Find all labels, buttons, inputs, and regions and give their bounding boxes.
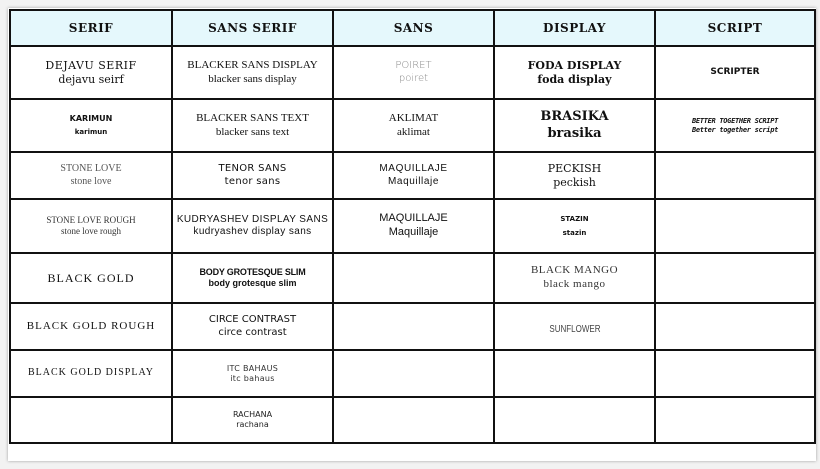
font-sample-upper: BODY GROTESQUE SLIM bbox=[199, 266, 306, 277]
font-sample-lower: Maquillaje bbox=[387, 175, 440, 187]
font-sample-cell bbox=[333, 46, 494, 99]
empty-cell bbox=[655, 152, 815, 199]
empty-cell bbox=[10, 397, 172, 443]
font-sample-cell bbox=[333, 99, 494, 152]
font-sample-cell bbox=[494, 253, 655, 303]
font-sample-upper: DEJAVU SERIF bbox=[45, 58, 137, 72]
font-sample-lower: Better together script bbox=[691, 125, 779, 134]
font-sample-lower: tenor sans bbox=[224, 175, 281, 187]
font-sample-lower: stone love bbox=[70, 175, 112, 187]
font-sample-lower: stone love rough bbox=[61, 226, 121, 236]
empty-cell bbox=[655, 350, 815, 397]
font-sample-upper: AKLIMAT bbox=[388, 111, 439, 124]
font-sample-upper: KUDRYASHEV DISPLAY SANS bbox=[176, 213, 329, 225]
font-sample-upper: BLACK GOLD DISPLAY bbox=[28, 367, 154, 379]
font-sample-upper: CIRCE CONTRAST bbox=[208, 314, 297, 325]
header-row bbox=[10, 10, 815, 46]
font-sample-cell bbox=[172, 152, 333, 199]
font-sample-cell bbox=[172, 199, 333, 253]
font-sample-cell bbox=[10, 152, 172, 199]
font-sample-cell bbox=[494, 152, 655, 199]
table-row bbox=[10, 46, 815, 99]
empty-cell bbox=[333, 397, 494, 443]
font-sample-cell bbox=[172, 397, 333, 443]
font-sample-upper: STONE LOVE ROUGH bbox=[46, 214, 136, 225]
font-sample-lower: black mango bbox=[543, 278, 606, 290]
font-sample-lower: kudryashev display sans bbox=[193, 226, 312, 237]
empty-cell bbox=[655, 303, 815, 350]
font-sample-cell bbox=[655, 99, 815, 152]
table-row bbox=[10, 350, 815, 397]
font-sample-upper: TENOR SANS bbox=[218, 163, 287, 174]
empty-cell bbox=[655, 397, 815, 443]
column-header-script: SCRIPT bbox=[655, 10, 815, 46]
font-sample-cell bbox=[172, 350, 333, 397]
table-row bbox=[10, 152, 815, 199]
font-sample-lower: peckish bbox=[553, 175, 596, 189]
font-catalog-table bbox=[9, 9, 816, 444]
font-sample-lower: karimun bbox=[74, 128, 108, 137]
font-sample-upper: SCRIPTER bbox=[710, 66, 760, 77]
font-sample-cell bbox=[172, 99, 333, 152]
font-sample-lower: foda display bbox=[537, 72, 612, 86]
empty-cell bbox=[655, 199, 815, 253]
empty-cell bbox=[333, 303, 494, 350]
font-sample-cell bbox=[172, 303, 333, 350]
column-header-sans-serif: SANS SERIF bbox=[172, 10, 333, 46]
font-sample-cell bbox=[655, 46, 815, 99]
column-header-serif: SERIF bbox=[10, 10, 172, 46]
font-sample-lower: circe contrast bbox=[218, 326, 287, 338]
font-sample-upper: BLACKER SANS TEXT bbox=[196, 111, 309, 124]
font-sample-upper: SUNFLOWER bbox=[548, 323, 601, 335]
font-sample-lower: dejavu seirf bbox=[58, 72, 124, 86]
font-sample-cell bbox=[333, 152, 494, 199]
font-sample-lower: Maquillaje bbox=[388, 226, 439, 238]
font-sample-cell bbox=[10, 350, 172, 397]
font-sample-upper: POIRET bbox=[395, 60, 432, 71]
font-sample-upper: FODA DISPLAY bbox=[527, 58, 622, 72]
font-sample-upper: STONE LOVE bbox=[60, 163, 122, 174]
table-row bbox=[10, 199, 815, 253]
font-sample-upper: STAZIN bbox=[560, 214, 589, 223]
column-header-sans: SANS bbox=[333, 10, 494, 46]
font-sample-cell bbox=[10, 199, 172, 253]
font-sample-lower: stazin bbox=[562, 228, 587, 237]
table-row bbox=[10, 397, 815, 443]
font-sample-cell bbox=[494, 46, 655, 99]
empty-cell bbox=[333, 350, 494, 397]
font-sample-cell bbox=[10, 46, 172, 99]
font-sample-upper: BLACK MANGO bbox=[530, 264, 619, 277]
font-sample-lower: aklimat bbox=[397, 125, 430, 138]
table-row bbox=[10, 99, 815, 152]
column-header-display: DISPLAY bbox=[494, 10, 655, 46]
font-sample-lower: rachana bbox=[236, 420, 269, 429]
font-sample-cell bbox=[172, 253, 333, 303]
font-sample-upper: RACHANA bbox=[232, 410, 273, 419]
font-sample-upper: MAQUILLAJE bbox=[379, 163, 448, 174]
font-sample-lower: body grotesque slim bbox=[208, 278, 297, 288]
table-row bbox=[10, 253, 815, 303]
font-sample-upper: BLACK GOLD bbox=[47, 270, 135, 285]
font-sample-upper: MAQUILLAJE bbox=[379, 212, 448, 225]
empty-cell bbox=[333, 253, 494, 303]
font-sample-upper: BETTER TOGETHER SCRIPT bbox=[691, 116, 779, 125]
empty-cell bbox=[655, 253, 815, 303]
font-sample-cell bbox=[10, 253, 172, 303]
font-sample-upper: ITC BAHAUS bbox=[226, 363, 279, 373]
empty-cell bbox=[494, 397, 655, 443]
font-sample-upper: BLACKER SANS DISPLAY bbox=[187, 58, 318, 71]
font-sample-lower: itc bahaus bbox=[230, 373, 275, 383]
font-sample-cell bbox=[10, 99, 172, 152]
table-row bbox=[10, 303, 815, 350]
font-sample-upper: KARIMUN bbox=[69, 114, 113, 124]
font-sample-lower: poiret bbox=[398, 72, 429, 84]
font-sample-cell bbox=[494, 303, 655, 350]
font-sample-cell bbox=[10, 303, 172, 350]
font-sample-lower: brasika bbox=[547, 125, 602, 141]
font-sample-upper: BRASIKA bbox=[540, 109, 609, 125]
font-sample-lower: blacker sans text bbox=[215, 125, 290, 138]
font-sample-cell bbox=[494, 99, 655, 152]
font-sample-cell bbox=[494, 199, 655, 253]
font-sample-cell bbox=[172, 46, 333, 99]
font-sample-lower: blacker sans display bbox=[208, 72, 297, 85]
font-sample-cell bbox=[333, 199, 494, 253]
font-sample-upper: BLACK GOLD ROUGH bbox=[26, 319, 156, 332]
font-sample-upper: PECKISH bbox=[547, 161, 602, 175]
empty-cell bbox=[494, 350, 655, 397]
